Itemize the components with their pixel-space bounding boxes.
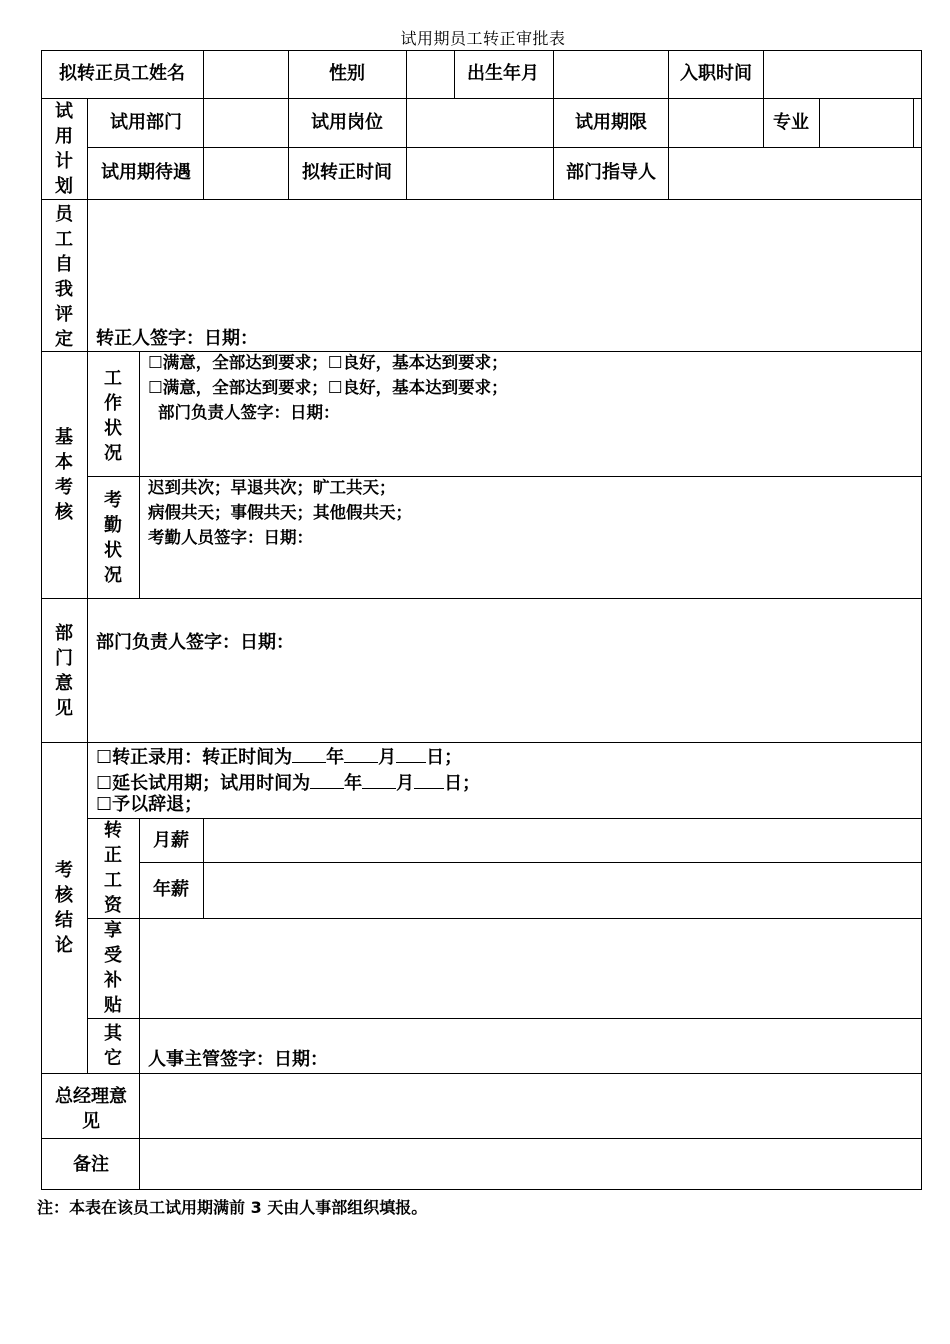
col-divider [288,50,289,99]
day-unit: 日； [426,747,463,768]
row-divider [88,476,922,477]
row-divider [41,598,922,599]
row-divider [88,1018,922,1019]
trial-dept-label: 试用部门 [110,112,182,133]
blank-month[interactable] [344,745,378,763]
basic-assessment-side-label: 基本考核 [55,427,73,523]
work-rating-line-1: ☐满意，全部达到要求；☐良好，基本达到要求； [148,353,508,372]
attendance-line-1: 迟到共次；早退共次；旷工共天； [148,478,396,497]
col-divider [203,818,204,919]
col-divider [87,98,88,352]
table-border-right [921,50,922,1190]
col-divider [763,98,764,148]
remarks-label: 备注 [73,1154,109,1175]
blank-day[interactable] [396,745,426,763]
gender-label: 性别 [329,63,365,84]
blank-day[interactable] [414,771,444,789]
option-confirm-text: ☐转正录用：转正时间为 [96,747,293,768]
work-dept-head-sign: 部门负责人签字：日期： [158,403,340,422]
col-divider [288,98,289,200]
annual-salary-label: 年薪 [153,879,189,900]
col-divider [819,98,820,148]
row-divider [88,818,922,819]
row-divider [41,351,922,352]
row-divider [41,742,922,743]
major-label: 专业 [773,112,809,133]
col-divider [139,1073,140,1190]
trial-period-label: 试用期限 [575,112,647,133]
self-eval-sign-line: 转正人签字：日期： [96,328,258,349]
row-divider [41,199,922,200]
form-title: 试用期员工转正审批表 [400,29,566,48]
row-divider [88,147,922,148]
row-divider [41,1073,922,1074]
month-unit: 月 [396,773,415,794]
birth-date-label: 出生年月 [467,63,539,84]
table-border-bottom [41,1189,922,1190]
employee-name-label: 拟转正员工姓名 [59,63,185,84]
blank-year[interactable] [292,745,326,763]
col-divider [553,98,554,200]
work-rating-line-2: ☐满意，全部达到要求；☐良好，基本达到要求； [148,378,508,397]
trial-pay-label: 试用期待遇 [101,162,191,183]
col-divider [203,98,204,200]
gm-opinion-label: 总经理意见 [55,1086,127,1132]
hire-date-label: 入职时间 [680,63,752,84]
col-divider [553,50,554,99]
col-divider [203,50,204,99]
footnote: 注：本表在该员工试用期满前 3 天由人事部组织填报。 [37,1198,428,1217]
option-extend-text: ☐延长试用期；试用时间为 [96,773,311,794]
year-unit: 年 [344,773,363,794]
table-border-left [41,50,42,1190]
attendance-line-2: 病假共天；事假共天；其他假共天； [148,503,412,522]
allowance-label: 享受补贴 [104,920,122,1016]
other-label: 其它 [104,1023,122,1069]
proposed-date-label: 拟转正时间 [302,162,392,183]
row-divider [88,918,922,919]
attendance-status-label: 考勤状况 [104,490,122,586]
month-unit: 月 [378,747,397,768]
blank-month[interactable] [362,771,396,789]
option-confirm [96,745,462,767]
table-border-top [41,50,922,51]
option-dismiss: ☐予以辞退； [96,794,203,815]
conclusion-side-label: 考核结论 [55,860,73,956]
work-status-label: 工作状况 [104,368,122,464]
self-eval-side-label: 员工自我评定 [55,204,73,350]
col-divider [406,98,407,200]
year-unit: 年 [326,747,345,768]
col-divider [913,98,914,148]
col-divider [139,351,140,599]
mentor-label: 部门指导人 [566,162,656,183]
salary-side-label: 转正工资 [104,820,122,916]
col-divider [406,50,407,99]
col-divider [87,351,88,1074]
hr-manager-sign: 人事主管签字：日期： [148,1049,328,1070]
col-divider [668,98,669,200]
day-unit: 日； [444,773,481,794]
trial-plan-side-label: 试用计划 [55,101,73,197]
monthly-salary-label: 月薪 [153,830,189,851]
row-divider [41,1138,922,1139]
col-divider [763,50,764,99]
dept-opinion-sign: 部门负责人签字：日期： [96,632,294,653]
col-divider [454,50,455,99]
dept-opinion-side-label: 部门意见 [55,623,73,719]
trial-position-label: 试用岗位 [311,112,383,133]
option-extend [96,771,480,793]
col-divider [139,818,140,1074]
col-divider [668,50,669,99]
row-divider [139,862,922,863]
blank-year[interactable] [310,771,344,789]
row-divider [41,98,922,99]
attendance-sign: 考勤人员签字：日期： [148,528,313,547]
